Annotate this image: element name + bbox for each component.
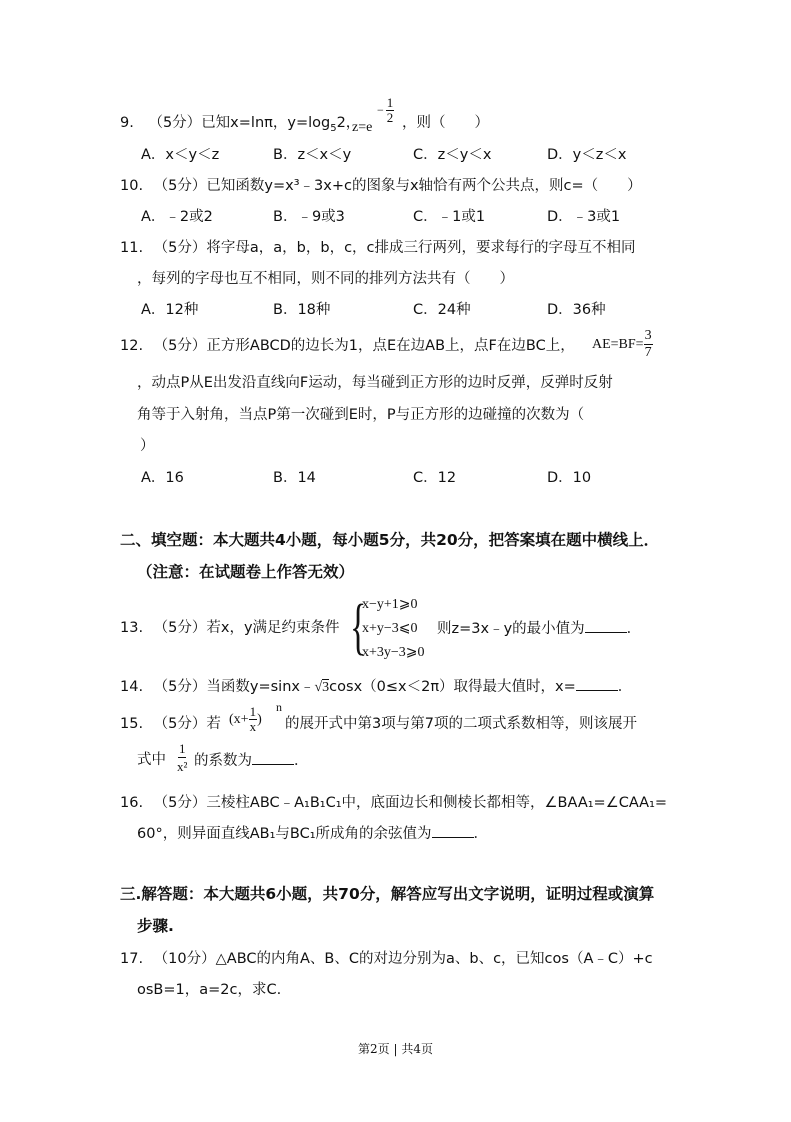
q14-text-post: cosx（0≤x＜2π）取得最大值时，x= [329,679,576,695]
q11-option-a: A．12种 [141,302,199,318]
q12-text-line1: （5分）正方形ABCD的边长为1，点E在边AB上，点F在边BC上， [153,338,575,354]
q11-option-b: B．18种 [273,302,331,318]
q14-sqrt-radicand: 3 [322,680,330,695]
q9-text-mid: 2， [336,115,361,131]
q14-answer-blank [576,676,618,691]
q15-line2-post [194,750,309,771]
q9-number: 9. [120,115,134,131]
q9-option-b: B．z＜x＜y [273,147,352,163]
q16-end: ． [473,826,489,842]
q16-text-line1: （5分）三棱柱ABC﹣A₁B₁C₁中，底面边长和侧棱长都相等，∠BAA₁=∠CAA₁= [153,795,668,811]
q13-brace: { [350,593,367,661]
q17-number: 17. [120,951,144,967]
q12-ratio-num: 3 [644,328,652,343]
q15-text-pre: （5分）若 [153,716,221,732]
q9-z-expr [352,118,372,138]
q13-constraint-3: x+3y−3⩾0 [362,645,425,660]
q15-text-post: 的展开式中第3项与第7项的二项式系数相等，则该展开 [285,716,637,732]
q13-stem [120,618,340,638]
q14-stem [120,676,632,698]
q12-ratio-den: 7 [644,345,652,360]
q15-frac-num: 1 [249,704,257,719]
q13-number: 13. [120,620,144,636]
q16-text-line2: 60°，则异面直线AB₁与BC₁所成角的余弦值为 [137,826,432,842]
section3-heading-line2: 步骤. [137,917,174,935]
q10-number: 10. [120,178,144,194]
section3-heading: 三.解答题：本大题共6小题，共70分，解答应写出文字说明，证明过程或演算 [120,885,655,903]
q15-term-den: x² [177,759,188,774]
q16-answer-blank [432,823,474,838]
q16-number: 16. [120,795,144,811]
q11-text-line2: ，每列的字母也互不相同，则不同的排列方法共有（ ） [137,271,514,287]
q13-question: 则z=3x﹣y的最小值为 [437,621,585,637]
q12-option-a: A．16 [141,470,184,486]
q11-option-d: D．36种 [547,302,606,318]
q12-ratio [592,328,653,361]
q11-text-line1: （5分）将字母a，a，b，b，c，c排成三行两列，要求每行的字母互不相同 [153,240,636,256]
q13-constraint-2: x+y−3⩽0 [362,621,418,636]
q9-text-post: ，则（ ） [402,115,489,131]
q10-text: （5分）已知函数y=x³﹣3x+c的图象与x轴恰有两个公共点，则c=（ ） [153,178,642,194]
page-footer: 第2页 | 共4页 [358,1042,433,1056]
q16-stem-line1 [120,793,667,813]
q13-end: ． [626,621,642,637]
q15-binomial [229,705,262,734]
q12-option-d: D．10 [547,470,592,486]
q9-log-base: 5 [330,122,337,134]
q15-paren-left: (x+ [229,711,249,727]
q9-stem [120,113,360,139]
q11-option-c: C．24种 [413,302,471,318]
q9-exp-fraction [386,96,395,125]
q9-exp-den: 2 [386,110,394,125]
q14-text-pre: （5分）当函数y=sinx﹣ [153,679,315,695]
section2-note: （注意：在试题卷上作答无效） [137,563,355,581]
q13-constraints [362,593,425,665]
section2-heading: 二、填空题：本大题共4小题，每小题5分，共20分，把答案填在题中横线上． [120,531,660,549]
q10-option-a: A．﹣2或2 [141,209,213,225]
q15-end: ． [294,753,309,769]
q15-stem-line1 [120,714,221,734]
q13-answer-blank [585,618,627,633]
q14-end: ． [617,679,633,695]
q12-text-line4: ） [140,438,155,454]
q10-option-d: D．﹣3或1 [547,209,621,225]
q14-number: 14. [120,679,144,695]
q12-text-line3: 角等于入射角，当点P第一次碰到E时，P与正方形的边碰撞的次数为（ [137,407,585,423]
q12-ratio-fraction [644,328,653,361]
q12-stem-line1 [120,336,575,356]
q10-stem [120,176,642,196]
q9-z-base: z=e [352,120,373,135]
q14-sqrt: √3 [314,680,330,695]
q9-option-c: C．z＜y＜x [413,147,492,163]
q9-option-a: A．x＜y＜z [141,147,220,163]
q9-text-pre: 已知x=lnπ，y=log [201,115,331,131]
q15-number: 15. [120,716,144,732]
q9-exponent [377,96,394,125]
q12-option-b: B．14 [273,470,316,486]
q9-exp-num: 1 [386,95,394,110]
q15-question: 的系数为 [194,753,252,769]
q17-text-line1: （10分）△ABC的内角A、B、C的对边分别为a、b、c，已知cos（A﹣C）+c [153,951,653,967]
q11-stem-line1 [120,238,636,258]
q9-points: （5分） [148,115,202,131]
q9-option-d: D．y＜z＜x [547,147,627,163]
q15-term-num: 1 [178,741,186,756]
q13-constraint-1: x−y+1⩾0 [362,597,418,612]
q13-text-post [437,618,641,639]
q12-number: 12. [120,338,144,354]
q15-line2-pre: 式中 [137,752,166,768]
q17-stem-line1 [120,949,653,969]
q12-ratio-lhs: AE=BF= [592,336,644,352]
q15-line2 [137,750,166,770]
q15-binomial-fraction [249,705,258,734]
q12-option-c: C．12 [413,470,457,486]
q10-option-c: C．﹣1或1 [413,209,486,225]
q15-exponent: n [276,700,282,714]
q16-line2 [137,823,488,844]
q15-frac-den: x [249,719,257,734]
q15-paren-right: ) [257,711,262,727]
q13-text-pre: （5分）若x，y满足约束条件 [153,620,340,636]
q9-exp-minus: − [377,103,384,117]
q15-answer-blank [252,750,294,765]
q15-term-fraction [176,740,188,775]
q12-text-line2: ，动点P从E出发沿直线向F运动，每当碰到正方形的边时反弹，反弹时反射 [137,375,613,391]
q17-text-line2: osB=1，a=2c，求C. [137,982,282,998]
q11-number: 11. [120,240,144,256]
q10-option-b: B．﹣9或3 [273,209,345,225]
